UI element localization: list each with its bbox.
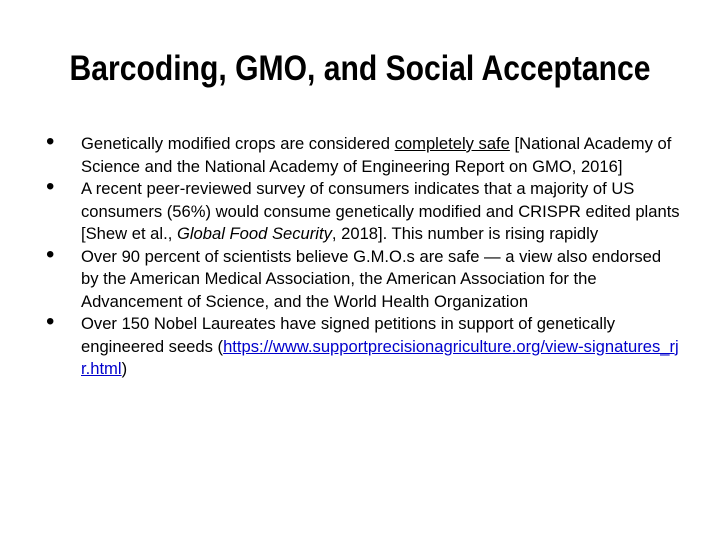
bullet-text: ) [121,359,128,378]
bullet-item [44,308,682,381]
bullet-text: [National Academy of Science and the National Academy of Engineering Report on GMO, 2016] [81,134,672,176]
slide-title: Barcoding, GMO, and Social Acceptance [69,49,651,88]
petition-link[interactable]: https://www.supportprecisionagriculture.org/view-signatures_rjr.html [81,336,679,378]
bullet-dot-icon: • [46,173,55,200]
bullet-list [44,128,682,381]
bullet-text: Genetically modified crops are considered [81,134,395,153]
bullet-dot-icon: • [46,308,55,335]
bullet-item [44,240,682,314]
bullet-item [44,173,682,246]
citation-journal: Global Food Security [176,224,332,243]
bullet-dot-icon: • [46,240,55,268]
bullet-item [44,128,682,178]
bullet-text: A recent peer-reviewed survey of consumers indicates that a majority of US consumers (56%) would consume genetically modified and CRISPR edited plants [Shew et al., [81,179,680,243]
bullet-text: Over 150 Nobel Laureates have signed petitions in support of genetically engineered seeds ( [81,314,616,356]
emphasis-text: completely safe [394,134,510,153]
bullet-text: , 2018]. This number is rising rapidly [331,224,599,243]
bullet-dot-icon: • [46,128,55,155]
bullet-text: Over 90 percent of scientists believe G.M.O.s are safe — a view also endorsed by the American Medical Association, the American Association for the Advancement of Science, and the World Health Organization [81,246,662,311]
